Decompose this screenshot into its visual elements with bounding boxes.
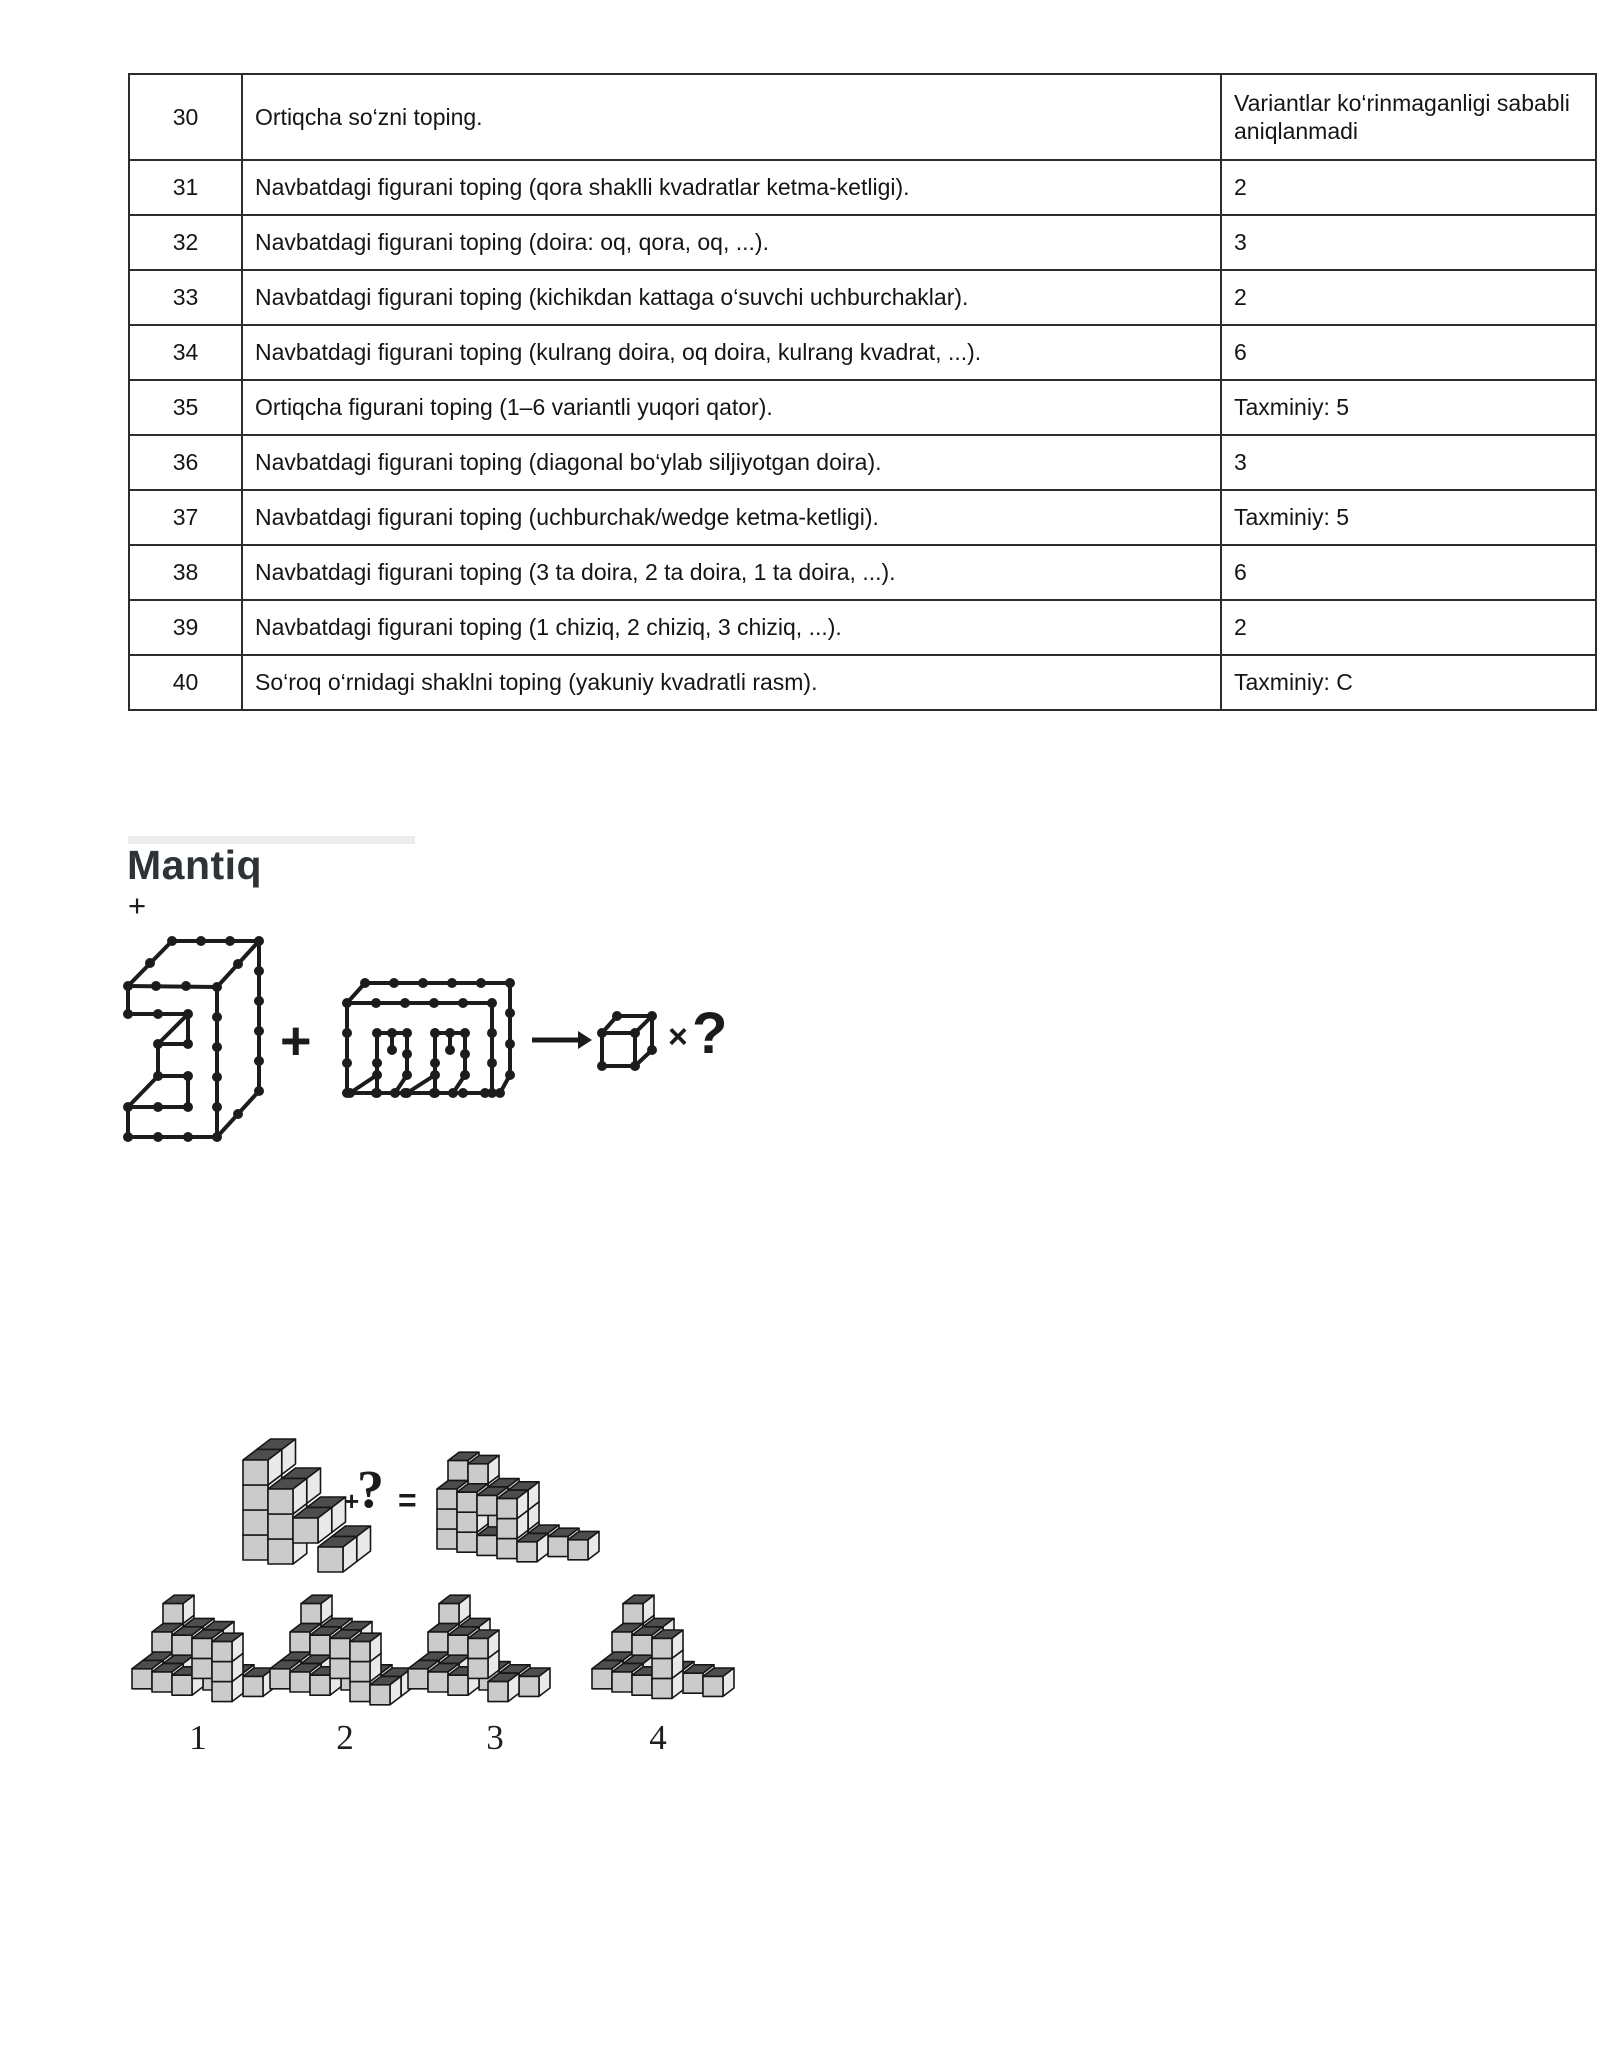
- cube-option-1-front-face: [163, 1604, 183, 1624]
- question-cell: Navbatdagi figurani toping (kichikdan kattaga o‘suvchi uchburchaklar).: [242, 270, 1221, 325]
- dot-shape-cube-dot: [630, 1061, 640, 1071]
- cube-option-2-front-face: [350, 1642, 370, 1662]
- answer-cell: Taxminiy: 5: [1221, 380, 1596, 435]
- cube-option-2-front-face: [370, 1685, 390, 1705]
- dot-shape-M-dot: [402, 1028, 412, 1038]
- dot-shape-E-dot: [151, 981, 161, 991]
- cube-stair-addend-front-face: [243, 1510, 268, 1535]
- dot-shape-E-dot: [153, 1039, 163, 1049]
- dot-shape-M-dot: [487, 998, 497, 1008]
- cube-option-2-front-face: [350, 1662, 370, 1682]
- dot-shape-cube-dot: [597, 1061, 607, 1071]
- dot-shape-E-dot: [153, 1009, 163, 1019]
- cube-option-2-front-face: [310, 1675, 330, 1695]
- dot-shape-E-dot: [183, 1039, 193, 1049]
- dot-shape-E-dot: [123, 1102, 133, 1112]
- dot-shape-M-dot: [505, 1008, 515, 1018]
- dot-shape-E-dot: [233, 1109, 243, 1119]
- cube-option-2-front-face: [310, 1635, 330, 1655]
- dot-shape-E-dot: [225, 936, 235, 946]
- dot-shape-M-dot: [390, 1088, 400, 1098]
- dot-shape-E-dot: [196, 936, 206, 946]
- dot-shape-M-dot: [445, 1028, 455, 1038]
- cube-result-front-face: [457, 1512, 477, 1532]
- dot-shape-cube-dot: [630, 1028, 640, 1038]
- dot-shape-M-dot: [487, 1058, 497, 1068]
- dot-shape-M-dot: [387, 1045, 397, 1055]
- dot-shape-E-dot: [183, 1071, 193, 1081]
- section-title: Mantiq: [127, 842, 263, 888]
- cube-option-2-front-face: [330, 1658, 350, 1678]
- dot-shape-M-dot: [372, 1028, 382, 1038]
- dot-shape-E-dot: [212, 1042, 222, 1052]
- cube-stair-addend-front-face: [243, 1485, 268, 1510]
- cube-option-1-front-face: [212, 1642, 232, 1662]
- cube-option-2-front-face: [270, 1669, 290, 1689]
- cube-result-front-face: [497, 1499, 517, 1519]
- row-number: 40: [129, 655, 242, 710]
- answer-cell: 2: [1221, 270, 1596, 325]
- cube-option-1-front-face: [152, 1632, 172, 1652]
- dot-shape-E-dot: [183, 1009, 193, 1019]
- dot-shape-M-dot: [342, 1058, 352, 1068]
- cube-option-4-front-face: [652, 1638, 672, 1658]
- cube-option-4-front-face: [612, 1632, 632, 1652]
- dot-shape-M-dot: [402, 1049, 412, 1059]
- cube-option-2-front-face: [290, 1632, 310, 1652]
- cube-option-1-front-face: [212, 1662, 232, 1682]
- question-cell: Navbatdagi figurani toping (1 chiziq, 2 chiziq, 3 chiziq, ...).: [242, 600, 1221, 655]
- cube-result-front-face: [477, 1495, 497, 1515]
- dot-shape-M-dot: [429, 998, 439, 1008]
- cube-option-4-front-face: [612, 1672, 632, 1692]
- dot-shape-M-dot: [342, 998, 352, 1008]
- dot-shape-M-dot: [458, 1088, 468, 1098]
- question-cell: Ortiqcha figurani toping (1–6 variantli yuqori qator).: [242, 380, 1221, 435]
- dot-shape-M-dot: [372, 1058, 382, 1068]
- row-number: 36: [129, 435, 242, 490]
- cube-option-4-front-face: [703, 1676, 723, 1696]
- cube-option-3-front-face: [408, 1669, 428, 1689]
- option-label-2: 2: [336, 1718, 354, 1757]
- answer-cell: 3: [1221, 215, 1596, 270]
- cube-result-front-face: [437, 1489, 457, 1509]
- cube-stair-addend-front-face: [268, 1539, 293, 1564]
- cube-stair-addend-front-face: [293, 1518, 318, 1543]
- answer-cell: Variantlar ko‘rinmaganligi sababli aniqlanmadi: [1221, 74, 1596, 160]
- cube-option-2-front-face: [350, 1682, 370, 1702]
- answer-cell: 6: [1221, 325, 1596, 380]
- dot-shape-E-dot: [183, 1102, 193, 1112]
- dot-shape-M-dot: [371, 1088, 381, 1098]
- dot-shape-M-dot: [342, 1028, 352, 1038]
- dot-shape-E-dot: [233, 959, 243, 969]
- question-cell: Navbatdagi figurani toping (3 ta doira, 2 ta doira, 1 ta doira, ...).: [242, 545, 1221, 600]
- dot-shape-E-dot: [181, 981, 191, 991]
- dot-shape-E-dot: [254, 1056, 264, 1066]
- cube-stair-addend-front-face: [318, 1547, 343, 1572]
- dot-shape-cube-dot: [647, 1011, 657, 1021]
- dot-shape-M-dot: [460, 1049, 470, 1059]
- cube-result-front-face: [497, 1539, 517, 1559]
- dot-shape-E-edge: [158, 1014, 188, 1044]
- dot-shape-M-dot: [430, 1058, 440, 1068]
- dot-shape-M-dot: [458, 998, 468, 1008]
- cube-option-4-front-face: [652, 1678, 672, 1698]
- row-number: 33: [129, 270, 242, 325]
- question-cell: Navbatdagi figurani toping (kulrang doira, oq doira, kulrang kvadrat, ...).: [242, 325, 1221, 380]
- cube-result-front-face: [477, 1535, 497, 1555]
- figure2-question-mark: ?: [357, 1459, 384, 1519]
- cube-option-3-front-face: [428, 1672, 448, 1692]
- dot-shape-E-dot: [123, 1009, 133, 1019]
- dot-shape-M-dot: [448, 1088, 458, 1098]
- cube-option-3-front-face: [439, 1604, 459, 1624]
- cube-stair-addend-front-face: [243, 1535, 268, 1560]
- stray-plus-sign: +: [128, 888, 147, 923]
- figure1-plus-sign: +: [280, 1011, 312, 1071]
- question-cell: So‘roq o‘rnidagi shaklni toping (yakuniy kvadratli rasm).: [242, 655, 1221, 710]
- cube-option-1-front-face: [212, 1682, 232, 1702]
- cube-option-3-front-face: [428, 1632, 448, 1652]
- row-number: 35: [129, 380, 242, 435]
- dot-shape-M-dot: [345, 1088, 355, 1098]
- dot-shape-E-dot: [254, 936, 264, 946]
- answer-cell: Taxminiy: C: [1221, 655, 1596, 710]
- question-cell: Navbatdagi figurani toping (qora shaklli kvadratlar ketma-ketligi).: [242, 160, 1221, 215]
- option-label-4: 4: [649, 1718, 667, 1757]
- dot-shape-M-dot: [430, 1028, 440, 1038]
- cube-option-1-front-face: [192, 1658, 212, 1678]
- answer-cell: Taxminiy: 5: [1221, 490, 1596, 545]
- question-cell: Navbatdagi figurani toping (diagonal bo‘ylab siljiyotgan doira).: [242, 435, 1221, 490]
- dot-shape-E-dot: [153, 1132, 163, 1142]
- dot-shape-E-dot: [254, 966, 264, 976]
- dot-shape-cube-dot: [597, 1028, 607, 1038]
- cube-option-3-front-face: [448, 1675, 468, 1695]
- cube-result-front-face: [468, 1464, 488, 1484]
- cube-result-front-face: [457, 1492, 477, 1512]
- dot-shape-E-dot: [145, 958, 155, 968]
- dot-shape-M-dot: [505, 1070, 515, 1080]
- row-number: 30: [129, 74, 242, 160]
- cube-option-1-front-face: [152, 1672, 172, 1692]
- dot-shape-M-dot: [505, 978, 515, 988]
- cube-option-2-front-face: [330, 1638, 350, 1658]
- dot-shape-E-dot: [212, 1132, 222, 1142]
- dot-shape-E-dot: [254, 1086, 264, 1096]
- cube-result-front-face: [457, 1532, 477, 1552]
- dot-shape-cube-dot: [647, 1045, 657, 1055]
- cube-result-front-face: [548, 1537, 568, 1557]
- cube-result-front-face: [448, 1461, 468, 1481]
- answer-cell: 3: [1221, 435, 1596, 490]
- cube-option-3-front-face: [488, 1682, 508, 1702]
- dot-shape-E-dot: [167, 936, 177, 946]
- dot-shape-M-dot: [402, 1070, 412, 1080]
- dot-shape-E-dot: [123, 1132, 133, 1142]
- dot-shape-E-edge: [128, 986, 217, 987]
- question-cell: Navbatdagi figurani toping (uchburchak/wedge ketma-ketligi).: [242, 490, 1221, 545]
- answer-cell: 6: [1221, 545, 1596, 600]
- cube-option-4-front-face: [652, 1658, 672, 1678]
- cube-result-front-face: [437, 1509, 457, 1529]
- row-number: 31: [129, 160, 242, 215]
- cube-result-front-face: [497, 1519, 517, 1539]
- figure1-question-mark: ?: [692, 1001, 728, 1066]
- figure2-equals-sign: =: [398, 1482, 417, 1518]
- cube-option-4-front-face: [683, 1673, 703, 1693]
- cube-result-front-face: [568, 1540, 588, 1560]
- cube-option-1-front-face: [132, 1669, 152, 1689]
- dot-shape-E-dot: [153, 1071, 163, 1081]
- dot-shape-M-dot: [389, 978, 399, 988]
- cube-option-4-front-face: [623, 1604, 643, 1624]
- dot-shape-M-dot: [476, 978, 486, 988]
- cube-option-4-front-face: [632, 1635, 652, 1655]
- figure2-plus-sign: +: [344, 1486, 360, 1516]
- arrow-head: [578, 1031, 592, 1049]
- dot-shape-E-dot: [212, 1072, 222, 1082]
- dot-shape-E-dot: [254, 996, 264, 1006]
- dot-shape-M-dot: [371, 998, 381, 1008]
- dot-shape-M-dot: [372, 1070, 382, 1080]
- dot-shape-M-dot: [400, 998, 410, 1008]
- dot-shape-E-dot: [153, 1102, 163, 1112]
- cube-option-1-front-face: [172, 1675, 192, 1695]
- row-number: 39: [129, 600, 242, 655]
- cube-option-3-front-face: [468, 1638, 488, 1658]
- cube-option-4-front-face: [632, 1675, 652, 1695]
- dot-shape-M-dot: [480, 1088, 490, 1098]
- answer-cell: 2: [1221, 600, 1596, 655]
- dot-shape-M-dot: [418, 978, 428, 988]
- dot-shape-M-dot: [460, 1070, 470, 1080]
- cube-option-3-front-face: [468, 1658, 488, 1678]
- dot-shape-M-dot: [387, 1028, 397, 1038]
- option-label-1: 1: [189, 1718, 207, 1757]
- cube-option-1-front-face: [172, 1635, 192, 1655]
- row-number: 32: [129, 215, 242, 270]
- dot-shape-M-dot: [447, 978, 457, 988]
- dot-shape-M-dot: [429, 1088, 439, 1098]
- cube-option-3-front-face: [448, 1635, 468, 1655]
- dot-shape-E-dot: [212, 1012, 222, 1022]
- cube-result-front-face: [437, 1529, 457, 1549]
- dot-shape-cube-dot: [612, 1011, 622, 1021]
- dot-shape-M-dot: [505, 1039, 515, 1049]
- row-number: 34: [129, 325, 242, 380]
- dot-shape-E-dot: [183, 1132, 193, 1142]
- dot-shape-M-dot: [487, 1028, 497, 1038]
- figure1-multiply-sign: ×: [668, 1018, 688, 1056]
- cube-stair-addend-front-face: [243, 1460, 268, 1485]
- dot-shape-M-dot: [360, 978, 370, 988]
- dot-shape-E-dot: [254, 1026, 264, 1036]
- option-label-3: 3: [486, 1718, 504, 1757]
- cube-option-2-front-face: [290, 1672, 310, 1692]
- question-cell: Navbatdagi figurani toping (doira: oq, qora, oq, ...).: [242, 215, 1221, 270]
- cube-stair-addend-front-face: [268, 1489, 293, 1514]
- cube-option-2-front-face: [301, 1604, 321, 1624]
- cube-result-front-face: [517, 1542, 537, 1562]
- dot-shape-E-dot: [123, 981, 133, 991]
- dot-shape-M-dot: [445, 1045, 455, 1055]
- dot-shape-E-dot: [212, 982, 222, 992]
- dot-shape-M-dot: [400, 1088, 410, 1098]
- cube-stair-addend-front-face: [268, 1514, 293, 1539]
- question-cell: Ortiqcha so‘zni toping.: [242, 74, 1221, 160]
- row-number: 37: [129, 490, 242, 545]
- dot-shape-M-dot: [460, 1028, 470, 1038]
- cube-option-1-front-face: [192, 1638, 212, 1658]
- dot-shape-E-dot: [212, 1102, 222, 1112]
- answer-cell: 2: [1221, 160, 1596, 215]
- cube-option-3-front-face: [519, 1676, 539, 1696]
- dot-shape-E-edge: [128, 1076, 158, 1107]
- cube-option-4-front-face: [592, 1669, 612, 1689]
- dot-shape-M-dot: [430, 1070, 440, 1080]
- row-number: 38: [129, 545, 242, 600]
- cube-option-1-front-face: [243, 1676, 263, 1696]
